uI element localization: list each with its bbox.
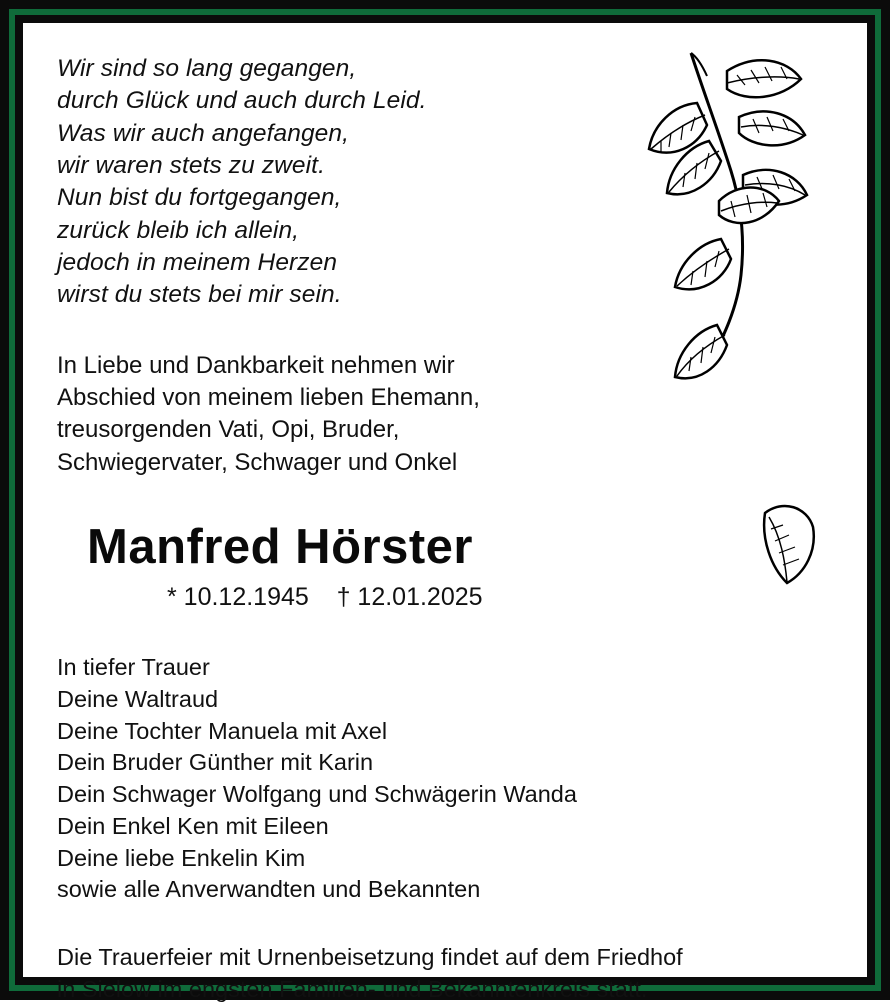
verse-line: Nun bist du fortgegangen, <box>57 184 342 212</box>
verse-line: durch Glück und auch durch Leid. <box>57 87 427 115</box>
intro-line: treusorgenden Vati, Opi, Bruder, <box>57 416 400 444</box>
closing-line: Die Trauerfeier mit Urnenbeisetzung findet auf dem Friedhof <box>57 943 683 970</box>
intro-line: Schwiegervater, Schwager und Onkel <box>57 448 458 476</box>
obituary-content <box>23 23 867 1005</box>
intro-block <box>57 350 867 480</box>
verse-line: zurück bleib ich allein, <box>57 216 300 244</box>
mourner-line: sowie alle Anverwandten und Bekannten <box>57 876 481 903</box>
verse-line: wirst du stets bei mir sein. <box>57 281 342 309</box>
green-border-frame <box>9 9 881 1002</box>
verse-block <box>57 53 867 312</box>
closing-block <box>57 942 867 1005</box>
deceased-dates: * 10.12.1945 † 12.01.2025 <box>167 583 483 612</box>
mourner-line: Dein Enkel Ken mit Eileen <box>57 812 329 839</box>
closing-line: in Sielow im engsten Familien- und Bekanntenkreis statt. <box>57 975 648 1002</box>
mourner-line: Deine liebe Enkelin Kim <box>57 844 306 871</box>
deceased-name: Manfred Hörster <box>87 520 473 575</box>
obituary-card <box>23 23 867 1002</box>
verse-line: Was wir auch angefangen, <box>57 119 350 147</box>
verse-line: Wir sind so lang gegangen, <box>57 55 357 82</box>
mourner-line: Dein Schwager Wolfgang und Schwägerin Wanda <box>57 781 577 808</box>
intro-line: Abschied von meinem lieben Ehemann, <box>57 384 480 412</box>
mourners-block <box>57 652 867 906</box>
verse-line: wir waren stets zu zweit. <box>57 151 325 179</box>
inner-dark-frame <box>15 15 875 1002</box>
mourner-line: Deine Tochter Manuela mit Axel <box>57 717 388 744</box>
mourner-line: Deine Waltraud <box>57 685 219 712</box>
mourner-line: Dein Bruder Günther mit Karin <box>57 749 374 776</box>
mourners-heading: In tiefer Trauer <box>57 654 210 681</box>
intro-line: In Liebe und Dankbarkeit nehmen wir <box>57 351 455 379</box>
verse-line: jedoch in meinem Herzen <box>57 248 338 276</box>
